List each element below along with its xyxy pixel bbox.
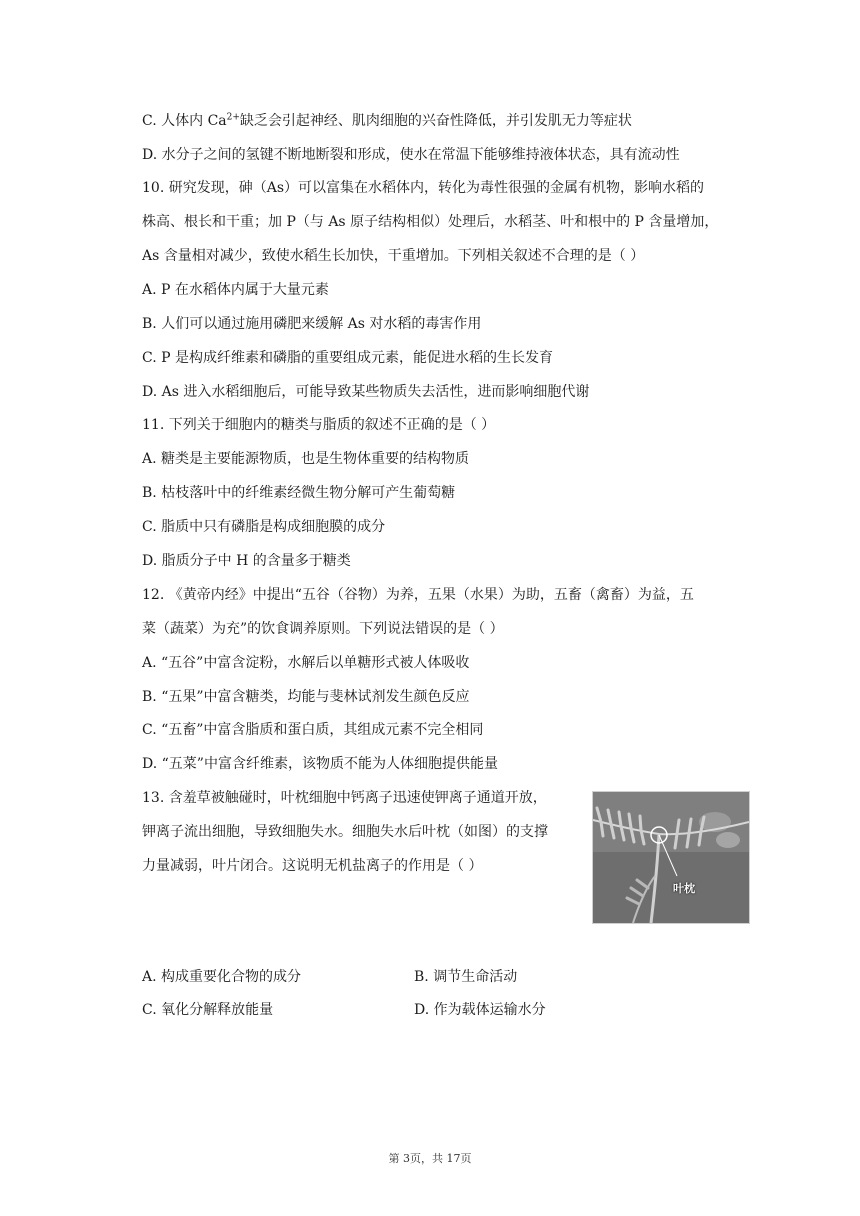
- q10-stem-line1: 10. 研究发现，砷（As）可以富集在水稻体内，转化为毒性很强的金属有机物，影响水稻的: [142, 180, 705, 196]
- mimosa-leaf-image: [593, 792, 749, 923]
- q13-stem-line1: 13. 含羞草被触碰时，叶枕细胞中钙离子迅速使钾离子通道开放，: [142, 790, 547, 806]
- q11-option-d: D. 脂质分子中 H 的含量多于糖类: [142, 553, 351, 569]
- q10-option-b: B. 人们可以通过施用磷肥来缓解 As 对水稻的毒害作用: [142, 316, 482, 332]
- mimosa-photo: [592, 791, 750, 924]
- q13-option-b: B. 调节生命活动: [414, 969, 518, 985]
- q10-option-c: C. P 是构成纤维素和磷脂的重要组成元素，能促进水稻的生长发育: [142, 350, 553, 366]
- q13-option-a: A. 构成重要化合物的成分: [142, 969, 302, 985]
- q12-option-b: B. “五果”中富含糖类，均能与斐林试剂发生颜色反应: [142, 689, 470, 705]
- q9-option-c-text: C. 人体内 Ca: [142, 113, 227, 129]
- figure-label-pulvinus: 叶枕: [673, 882, 695, 895]
- superscript: 2+: [226, 112, 240, 123]
- q13-option-d: D. 作为载体运输水分: [414, 1002, 546, 1018]
- q10-stem-line3: As 含量相对减少，致使水稻生长加快，干重增加。下列相关叙述不合理的是（ ）: [142, 248, 645, 264]
- q11-option-a: A. 糖类是主要能源物质，也是生物体重要的结构物质: [142, 451, 470, 467]
- q13-stem-line3: 力量减弱，叶片闭合。这说明无机盐离子的作用是（ ）: [142, 858, 483, 874]
- q12-option-a: A. “五谷”中富含淀粉，水解后以单糖形式被人体吸收: [142, 655, 470, 671]
- q11-option-c: C. 脂质中只有磷脂是构成细胞膜的成分: [142, 519, 386, 535]
- q9-option-c: [142, 111, 632, 131]
- q12-option-d: D. “五菜”中富含纤维素，该物质不能为人体细胞提供能量: [142, 756, 498, 772]
- q12-stem-line2: 菜（蔬菜）为充”的饮食调养原则。下列说法错误的是（ ）: [142, 621, 504, 637]
- q10-option-d: D. As 进入水稻细胞后，可能导致某些物质失去活性，进而影响细胞代谢: [142, 384, 590, 400]
- q10-stem-line2: 株高、根长和干重；加 P（与 As 原子结构相似）处理后，水稻茎、叶和根中的 P 含量增加，: [142, 214, 719, 230]
- q13-option-c: C. 氧化分解释放能量: [142, 1002, 274, 1018]
- q9-option-c-rest: 缺乏会引起神经、肌肉细胞的兴奋性降低，并引发肌无力等症状: [239, 113, 632, 129]
- q12-stem-line1: 12. 《黄帝内经》中提出“五谷（谷物）为养，五果（水果）为助，五畜（禽畜）为益，五: [142, 587, 694, 603]
- q11-option-b: B. 枯枝落叶中的纤维素经微生物分解可产生葡萄糖: [142, 485, 456, 501]
- q9-option-d: D. 水分子之间的氢键不断地断裂和形成，使水在常温下能够维持液体状态，具有流动性: [142, 147, 680, 163]
- q12-option-c: C. “五畜”中富含脂质和蛋白质，其组成元素不完全相同: [142, 722, 484, 738]
- q13-stem-line2: 钾离子流出细胞，导致细胞失水。细胞失水后叶枕（如图）的支撑: [142, 824, 548, 840]
- q10-option-a: A. P 在水稻体内属于大量元素: [142, 282, 329, 298]
- q11-stem: 11. 下列关于细胞内的糖类与脂质的叙述不正确的是（ ）: [142, 417, 496, 433]
- page-footer: 第 3页，共 17页: [388, 1152, 472, 1165]
